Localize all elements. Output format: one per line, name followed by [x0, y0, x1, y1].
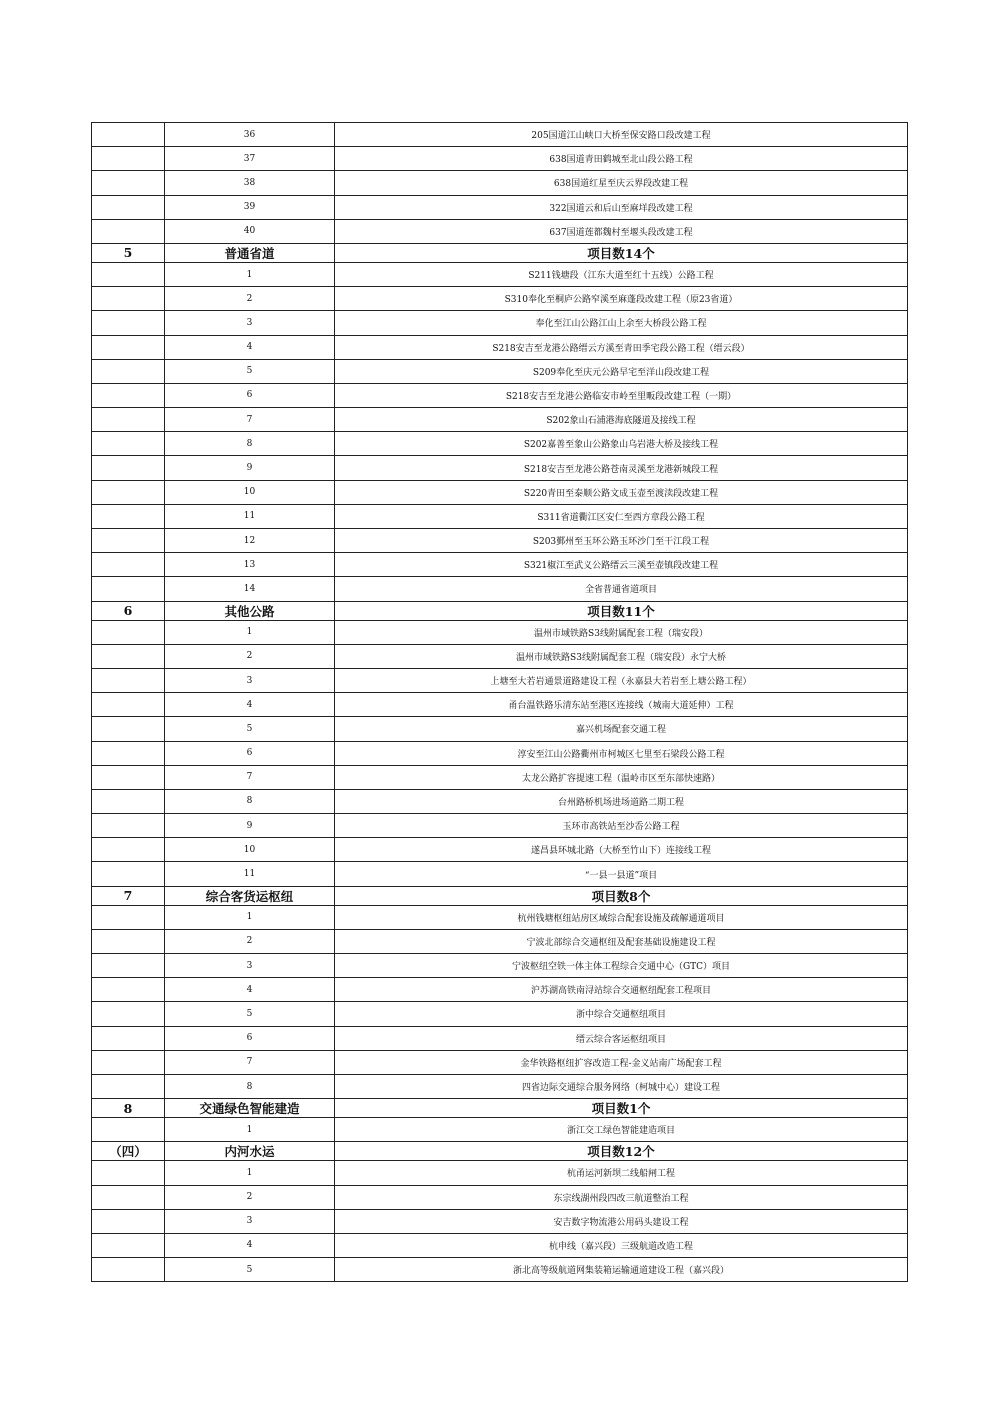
blank-cell [92, 1118, 165, 1142]
blank-cell [92, 456, 165, 480]
section-count-cell: 项目数8个 [335, 886, 908, 905]
table-row [92, 287, 908, 311]
section-header-row [92, 1099, 908, 1118]
table-row [92, 954, 908, 978]
table-row [92, 929, 908, 953]
project-name-cell: S202嘉善至象山公路象山乌岩港大桥及接线工程 [335, 432, 908, 456]
blank-cell [92, 862, 165, 886]
blank-cell [92, 123, 165, 147]
section-category-cell: 交通绿色智能建造 [165, 1099, 335, 1118]
blank-cell [92, 1002, 165, 1026]
item-number-cell: 7 [165, 1050, 335, 1074]
section-category-cell: 内河水运 [165, 1142, 335, 1161]
blank-cell [92, 814, 165, 838]
project-name-cell: 温州市域铁路S3线附属配套工程（瑞安段）永宁大桥 [335, 644, 908, 668]
table-row [92, 789, 908, 813]
blank-cell [92, 1258, 165, 1282]
item-number-cell: 9 [165, 814, 335, 838]
blank-cell [92, 219, 165, 243]
blank-cell [92, 480, 165, 504]
item-number-cell: 1 [165, 1118, 335, 1142]
project-name-cell: S218安吉至龙港公路临安市岭至里畈段改建工程（一期） [335, 383, 908, 407]
section-count-cell: 项目数14个 [335, 243, 908, 262]
blank-cell [92, 383, 165, 407]
table-row [92, 504, 908, 528]
table-row [92, 905, 908, 929]
table-row [92, 123, 908, 147]
table-row [92, 171, 908, 195]
item-number-cell: 4 [165, 978, 335, 1002]
blank-cell [92, 432, 165, 456]
project-name-cell: S220青田至泰顺公路文成玉壶至渡渎段改建工程 [335, 480, 908, 504]
section-header-row [92, 243, 908, 262]
blank-cell [92, 195, 165, 219]
project-name-cell: “一县一县道”项目 [335, 862, 908, 886]
table-row [92, 553, 908, 577]
item-number-cell: 5 [165, 1002, 335, 1026]
item-number-cell: 5 [165, 1258, 335, 1282]
section-code-cell: 5 [92, 243, 165, 262]
blank-cell [92, 717, 165, 741]
item-number-cell: 2 [165, 1185, 335, 1209]
table-row [92, 480, 908, 504]
item-number-cell: 2 [165, 644, 335, 668]
item-number-cell: 13 [165, 553, 335, 577]
project-name-cell: 甬台温铁路乐清东站至港区连接线（城南大道延伸）工程 [335, 693, 908, 717]
project-name-cell: 杭州钱塘枢纽站房区域综合配套设施及疏解通道项目 [335, 905, 908, 929]
table-row [92, 456, 908, 480]
section-code-cell: 8 [92, 1099, 165, 1118]
section-code-cell: （四） [92, 1142, 165, 1161]
item-number-cell: 10 [165, 480, 335, 504]
blank-cell [92, 905, 165, 929]
item-number-cell: 39 [165, 195, 335, 219]
blank-cell [92, 765, 165, 789]
project-name-cell: 浙中综合交通枢纽项目 [335, 1002, 908, 1026]
table-row [92, 620, 908, 644]
table-row [92, 432, 908, 456]
table-row [92, 335, 908, 359]
project-name-cell: S218安吉至龙港公路缙云方溪至青田季宅段公路工程（缙云段） [335, 335, 908, 359]
section-count-cell: 项目数11个 [335, 601, 908, 620]
project-name-cell: 205国道江山峡口大桥至保安路口段改建工程 [335, 123, 908, 147]
project-name-cell: 安吉数字物流港公用码头建设工程 [335, 1209, 908, 1233]
item-number-cell: 38 [165, 171, 335, 195]
project-name-cell: 杭甬运河新坝二线船闸工程 [335, 1161, 908, 1185]
project-name-cell: 638国道红星至庆云界段改建工程 [335, 171, 908, 195]
table-row [92, 219, 908, 243]
item-number-cell: 11 [165, 862, 335, 886]
item-number-cell: 1 [165, 620, 335, 644]
project-name-cell: 金华铁路枢纽扩容改造工程-金义站南广场配套工程 [335, 1050, 908, 1074]
blank-cell [92, 1161, 165, 1185]
project-name-cell: 淳安至江山公路衢州市柯城区七里至石梁段公路工程 [335, 741, 908, 765]
project-name-cell: 全省普通省道项目 [335, 577, 908, 601]
table-row [92, 1233, 908, 1257]
section-code-cell: 7 [92, 886, 165, 905]
blank-cell [92, 929, 165, 953]
project-name-cell: 台州路桥机场进场道路二期工程 [335, 789, 908, 813]
item-number-cell: 2 [165, 287, 335, 311]
table-row [92, 195, 908, 219]
project-name-cell: 嘉兴机场配套交通工程 [335, 717, 908, 741]
project-name-cell: 温州市域铁路S3线附属配套工程（瑞安段） [335, 620, 908, 644]
table-row [92, 765, 908, 789]
project-name-cell: 宁波枢纽空铁一体主体工程综合交通中心（GTC）项目 [335, 954, 908, 978]
table-row [92, 359, 908, 383]
project-name-cell: 缙云综合客运枢纽项目 [335, 1026, 908, 1050]
table-row [92, 741, 908, 765]
blank-cell [92, 577, 165, 601]
blank-cell [92, 1233, 165, 1257]
project-name-cell: 322国道云和后山至麻垟段改建工程 [335, 195, 908, 219]
section-category-cell: 其他公路 [165, 601, 335, 620]
item-number-cell: 37 [165, 147, 335, 171]
blank-cell [92, 287, 165, 311]
item-number-cell: 12 [165, 529, 335, 553]
section-category-cell: 综合客货运枢纽 [165, 886, 335, 905]
blank-cell [92, 668, 165, 692]
table-row [92, 1118, 908, 1142]
project-name-cell: 上塘至大若岩通景道路建设工程（永嘉县大若岩至上塘公路工程） [335, 668, 908, 692]
blank-cell [92, 978, 165, 1002]
project-table [91, 122, 908, 1282]
section-header-row [92, 601, 908, 620]
item-number-cell: 3 [165, 668, 335, 692]
blank-cell [92, 620, 165, 644]
project-name-cell: S310奉化至桐庐公路窄溪至麻蓬段改建工程（原23省道） [335, 287, 908, 311]
item-number-cell: 4 [165, 1233, 335, 1257]
project-name-cell: S211钱塘段（江东大道至红十五线）公路工程 [335, 262, 908, 286]
item-number-cell: 4 [165, 693, 335, 717]
item-number-cell: 2 [165, 929, 335, 953]
blank-cell [92, 262, 165, 286]
table-row [92, 408, 908, 432]
section-count-cell: 项目数1个 [335, 1099, 908, 1118]
item-number-cell: 3 [165, 954, 335, 978]
blank-cell [92, 693, 165, 717]
project-name-cell: 宁波北部综合交通枢纽及配套基础设施建设工程 [335, 929, 908, 953]
table-row [92, 147, 908, 171]
blank-cell [92, 147, 165, 171]
blank-cell [92, 644, 165, 668]
table-row [92, 1026, 908, 1050]
item-number-cell: 9 [165, 456, 335, 480]
table-row [92, 262, 908, 286]
item-number-cell: 6 [165, 383, 335, 407]
blank-cell [92, 789, 165, 813]
item-number-cell: 1 [165, 905, 335, 929]
blank-cell [92, 529, 165, 553]
blank-cell [92, 838, 165, 862]
blank-cell [92, 171, 165, 195]
blank-cell [92, 1050, 165, 1074]
blank-cell [92, 553, 165, 577]
table-row [92, 693, 908, 717]
blank-cell [92, 1026, 165, 1050]
item-number-cell: 10 [165, 838, 335, 862]
section-header-row [92, 886, 908, 905]
item-number-cell: 14 [165, 577, 335, 601]
item-number-cell: 7 [165, 765, 335, 789]
blank-cell [92, 1185, 165, 1209]
item-number-cell: 8 [165, 432, 335, 456]
item-number-cell: 1 [165, 1161, 335, 1185]
table-row [92, 1050, 908, 1074]
item-number-cell: 7 [165, 408, 335, 432]
project-name-cell: S311省道衢江区安仁至西方章段公路工程 [335, 504, 908, 528]
blank-cell [92, 408, 165, 432]
blank-cell [92, 335, 165, 359]
blank-cell [92, 954, 165, 978]
project-name-cell: 玉环市高铁站至沙岙公路工程 [335, 814, 908, 838]
project-name-cell: 奉化至江山公路江山上余至大桥段公路工程 [335, 311, 908, 335]
table-row [92, 814, 908, 838]
project-name-cell: S218安吉至龙港公路苍南灵溪至龙港新城段工程 [335, 456, 908, 480]
item-number-cell: 8 [165, 789, 335, 813]
table-row [92, 862, 908, 886]
blank-cell [92, 741, 165, 765]
project-name-cell: 杭申线（嘉兴段）三级航道改造工程 [335, 1233, 908, 1257]
table-row [92, 1185, 908, 1209]
project-table-body [92, 123, 908, 1282]
project-name-cell: 遂昌县环城北路（大桥至竹山下）连接线工程 [335, 838, 908, 862]
project-name-cell: 太龙公路扩容提速工程（温岭市区至东部快速路） [335, 765, 908, 789]
item-number-cell: 40 [165, 219, 335, 243]
table-row [92, 978, 908, 1002]
project-name-cell: 638国道青田鹤城至北山段公路工程 [335, 147, 908, 171]
project-name-cell: 东宗线湖州段四改三航道整治工程 [335, 1185, 908, 1209]
item-number-cell: 4 [165, 335, 335, 359]
blank-cell [92, 359, 165, 383]
blank-cell [92, 504, 165, 528]
blank-cell [92, 1209, 165, 1233]
table-row [92, 668, 908, 692]
table-row [92, 311, 908, 335]
item-number-cell: 11 [165, 504, 335, 528]
item-number-cell: 1 [165, 262, 335, 286]
section-count-cell: 项目数12个 [335, 1142, 908, 1161]
item-number-cell: 6 [165, 741, 335, 765]
project-name-cell: 637国道莲都魏村至堰头段改建工程 [335, 219, 908, 243]
project-name-cell: 浙北高等级航道网集装箱运输通道建设工程（嘉兴段） [335, 1258, 908, 1282]
blank-cell [92, 1074, 165, 1098]
section-header-row [92, 1142, 908, 1161]
project-name-cell: 四省边际交通综合服务网络（柯城中心）建设工程 [335, 1074, 908, 1098]
table-row [92, 529, 908, 553]
table-row [92, 577, 908, 601]
item-number-cell: 5 [165, 717, 335, 741]
project-name-cell: 沪苏湖高铁南浔站综合交通枢纽配套工程项目 [335, 978, 908, 1002]
project-name-cell: S202象山石浦港海底隧道及接线工程 [335, 408, 908, 432]
item-number-cell: 5 [165, 359, 335, 383]
section-code-cell: 6 [92, 601, 165, 620]
item-number-cell: 36 [165, 123, 335, 147]
table-row [92, 1002, 908, 1026]
item-number-cell: 3 [165, 1209, 335, 1233]
project-name-cell: S203鄞州至玉环公路玉环沙门至干江段工程 [335, 529, 908, 553]
section-category-cell: 普通省道 [165, 243, 335, 262]
table-row [92, 1074, 908, 1098]
item-number-cell: 6 [165, 1026, 335, 1050]
project-name-cell: S209奉化至庆元公路早宅至洋山段改建工程 [335, 359, 908, 383]
table-row [92, 717, 908, 741]
item-number-cell: 8 [165, 1074, 335, 1098]
blank-cell [92, 311, 165, 335]
table-row [92, 644, 908, 668]
project-name-cell: 浙江交工绿色智能建造项目 [335, 1118, 908, 1142]
table-row [92, 838, 908, 862]
table-row [92, 383, 908, 407]
table-row [92, 1209, 908, 1233]
table-row [92, 1258, 908, 1282]
project-name-cell: S321椒江至武义公路缙云三溪至壶镇段改建工程 [335, 553, 908, 577]
item-number-cell: 3 [165, 311, 335, 335]
table-row [92, 1161, 908, 1185]
